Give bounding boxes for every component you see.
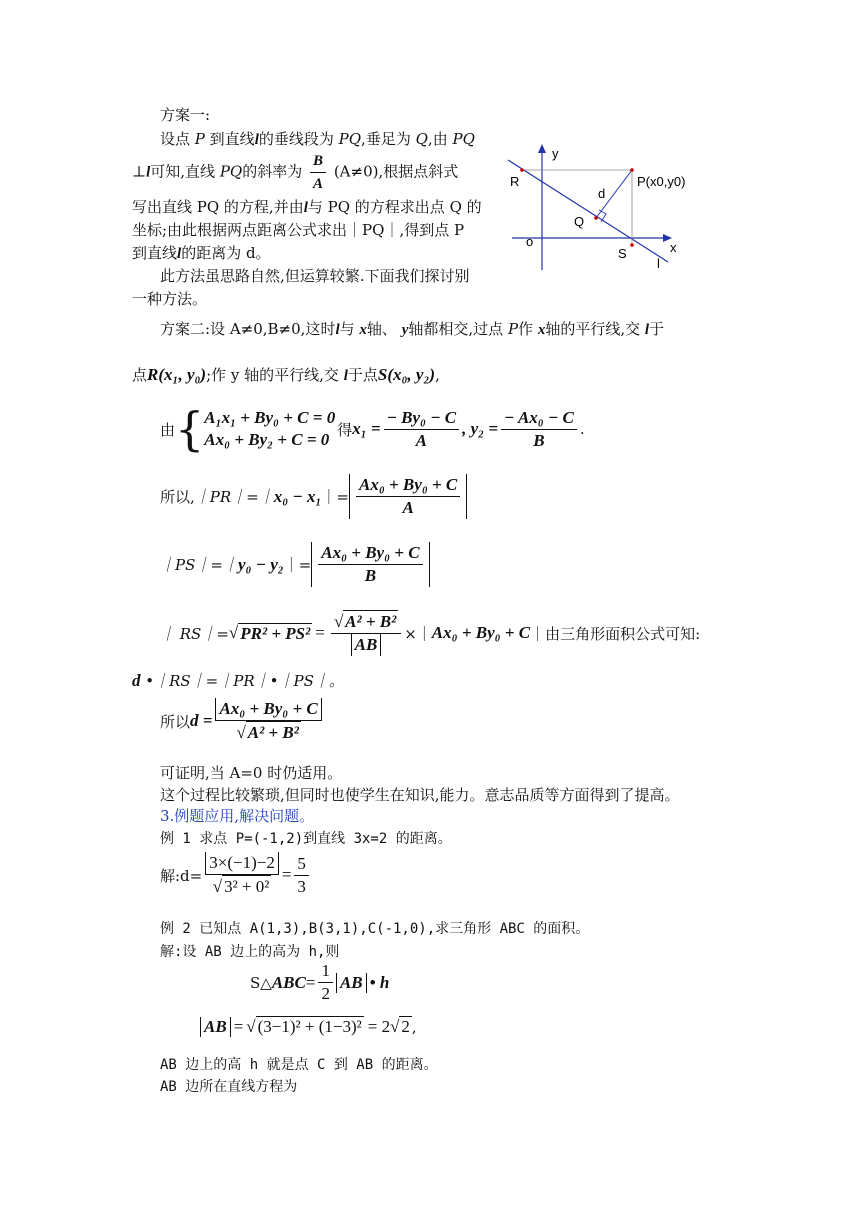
point-S	[630, 243, 634, 247]
label-P: P(x0,y0)	[637, 174, 686, 189]
plan1-line3: 写出直线 PQ 的方程,并由l与 PQ 的方程求出点 Q 的	[132, 198, 482, 216]
plan1-line4: 坐标;由此根据两点距离公式求出｜PQ｜,得到点 P	[132, 221, 465, 239]
point-R	[520, 168, 524, 172]
section3-heading: 3.例题应用,解决问题。	[160, 807, 315, 825]
proof-note: 可证明,当 A=0 时仍适用。	[160, 764, 343, 782]
y2-fraction: $\frac{\text{− Ax₀ − C}}{B}$	[501, 407, 577, 452]
label-S: S	[618, 246, 627, 261]
plan1-title: 方案一:	[160, 106, 211, 124]
line-equation-note: AB 边所在直线方程为	[160, 1079, 298, 1095]
plan2-line1: 方案二:设 A≠0,B≠0,这时l与 x轴、 y轴都相交,过点 P作 x轴的平行线,交 l于	[160, 320, 665, 338]
label-y: y	[552, 146, 559, 161]
point-P	[630, 168, 634, 172]
pr-equation: 所以, ｜PR｜=｜ x₀ − x₁ ｜= $\frac{\text{Ax₀ + By₀ + C}}{A}$	[160, 474, 467, 519]
ab-length: AB = √ (3−1)² + (1−3)² = 2 √ 2 ,	[200, 1016, 417, 1037]
brace: {	[175, 402, 205, 456]
point-Q	[594, 216, 598, 220]
plan1-line5: 到直线l的距离为 d。	[132, 244, 271, 262]
ps-equation: ｜PS｜=｜ y₀ − y₂ ｜= $\frac{\text{Ax₀ + By₀ + C}}{B}$	[160, 542, 430, 587]
label-Q: Q	[574, 214, 585, 229]
distance-formula: 所以 d = $\frac{\text{Ax₀ + By₀ + C}}{\text{√ A² + B²}}$	[160, 698, 325, 744]
plan1-line1: 设点 P 到直线l的垂线段为 PQ,垂足为 Q,由 PQ	[160, 130, 475, 148]
solution1: 解:d= $\frac{3\times(-1)-2}{\text{√ 3² + 0²}}$ = $\frac{5}{3}$	[160, 852, 312, 898]
height-note: AB 边上的高 h 就是点 C 到 AB 的距离。	[160, 1057, 438, 1073]
example1: 例 1 求点 P=(-1,2)到直线 3x=2 的距离。	[160, 831, 452, 847]
solution2: 解:设 AB 边上的高为 h,则	[160, 944, 340, 960]
label-o: o	[526, 234, 534, 249]
label-d: d	[598, 186, 606, 201]
comment-note: 这个过程比较繁琐,但同时也使学生在知识,能力。意志品质等方面得到了提高。	[160, 786, 680, 804]
label-R: R	[510, 174, 520, 189]
slope-fraction: $\frac{B}{A}$	[310, 150, 326, 195]
plan1-line2: ⊥l可知,直线 PQ的斜率为 $\frac{B}{A}$ (A≠0),根据点斜式	[132, 150, 458, 195]
triangle-area-formula: S △ ABC = $\frac{1}{2}$ AB • h	[250, 961, 390, 1003]
y-axis-arrow	[538, 144, 546, 153]
x1-fraction: $\frac{\text{− By₀ − C}}{A}$	[384, 407, 460, 452]
system-equation: 由 { A₁x₁ + By₀ + C = 0 Ax₀ + By₂ + C = 0 得 x₁ = $\frac{\text{− By₀ − C}}{A}$ , y₂ = $\frac{\text{− Ax₀ − C}}{B}$ .	[160, 402, 585, 456]
example2: 例 2 已知点 A(1,3),B(3,1),C(-1,0),求三角形 ABC 的面积。	[160, 921, 590, 937]
label-l: l	[657, 256, 660, 271]
area-relation: d •｜RS｜=｜PR｜•｜PS｜。	[132, 671, 344, 690]
plan1-para2-line1: 此方法虽思路自然,但运算较繁.下面我们探讨别	[160, 267, 470, 285]
label-x: x	[670, 240, 677, 255]
plan2-line2: 点R(x₁, y₀);作 y 轴的平行线,交 l于点S(x₀, y₂),	[132, 365, 440, 384]
plan1-para2-line2: 一种方法。	[132, 290, 208, 308]
geometry-figure	[498, 140, 698, 275]
rs-equation: ｜ RS｜= √ PR² + PS² = $\frac{\text{√ A² + B²}}{AB}$ ×｜ Ax₀ + By₀ + C ｜由三角形面积公式可知:	[160, 612, 701, 654]
